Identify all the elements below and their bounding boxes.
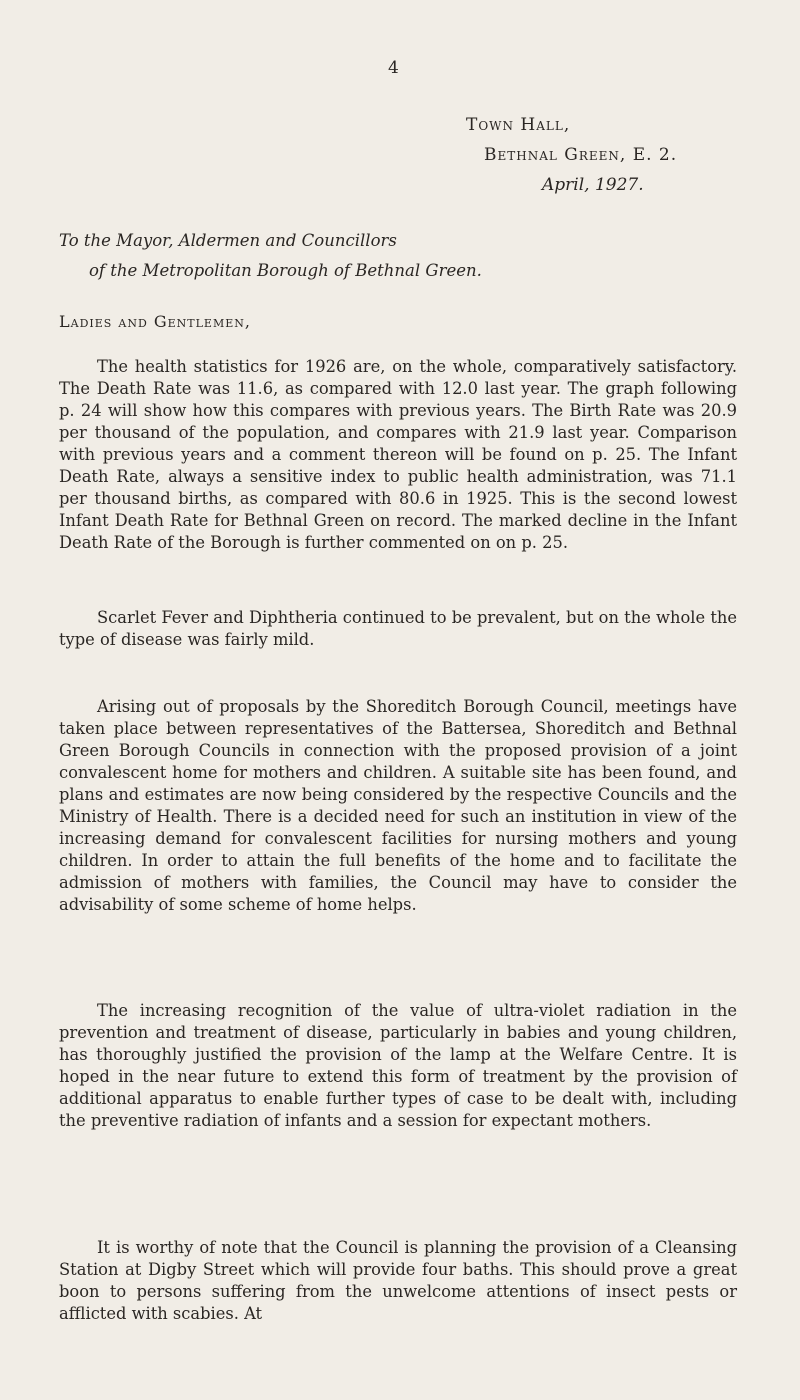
paragraph-ultra-violet: The increasing recognition of the value of ultra-violet radiation in the prevention and treatment of disease, particularly in babies and young children, has thoroughly justified the provision of the lamp at the Welfare Centre. It is hoped in the near future to extend this form of treatment by the provision of additional apparatus to enable further types of case to be dealt with, including the preventive radiation of infants and a session for expectant mothers.	[59, 1001, 737, 1131]
address-line-town-hall: Town Hall,	[466, 115, 571, 135]
address-line-bethnal-green: Bethnal Green, E. 2.	[484, 145, 678, 165]
greeting: Ladies and Gentlemen,	[59, 312, 251, 331]
paragraph-convalescent-home: Arising out of proposals by the Shoreditch Borough Council, meetings have taken place between representatives of the Battersea, Shoreditch and Bethnal Green Borough Councils in connection with the proposed provision of a joint convalescent home for mothers and children. A suitable site has been found, and plans and estimates are now being considered by the respective Councils and the Ministry of Health. There is a decided need for such an institution in view of the increasing demand for convalescent facilities for nursing mothers and young children. In order to attain the full benefits of the home and to facilitate the admission of mothers with families, the Council may have to consider the advisability of some scheme of home helps.	[59, 697, 737, 915]
addressee-block	[59, 226, 482, 286]
paragraph-scarlet-fever: Scarlet Fever and Diphtheria continued to be prevalent, but on the whole the type of disease was fairly mild.	[59, 608, 737, 650]
address-block	[466, 110, 677, 200]
addressee-line-2: of the Metropolitan Borough of Bethnal Green.	[89, 261, 482, 280]
page-number: 4	[388, 58, 399, 78]
paragraph-cleansing-station: It is worthy of note that the Council is planning the provision of a Cleansing Station at Digby Street which will provide four baths. This should prove a great boon to persons suffering from the unwelcome attentions of insect pests or afflicted with scabies. At	[59, 1238, 737, 1324]
addressee-line-1: To the Mayor, Aldermen and Councillors	[59, 231, 397, 250]
letter-date: April, 1927.	[542, 175, 644, 195]
paragraph-health-statistics: The health statistics for 1926 are, on the whole, comparatively satisfactory. The Death Rate was 11.6, as compared with 12.0 last year. The graph following p. 24 will show how this compares with previous years. The Birth Rate was 20.9 per thousand of the population, and compares with 21.9 last year. Comparison with previous years and a comment thereon will be found on p. 25. The Infant Death Rate, always a sensitive index to public health administration, was 71.1 per thousand births, as compared with 80.6 in 1925. This is the second lowest Infant Death Rate for Bethnal Green on record. The marked decline in the Infant Death Rate of the Borough is further commented on on p. 25.	[59, 357, 737, 553]
